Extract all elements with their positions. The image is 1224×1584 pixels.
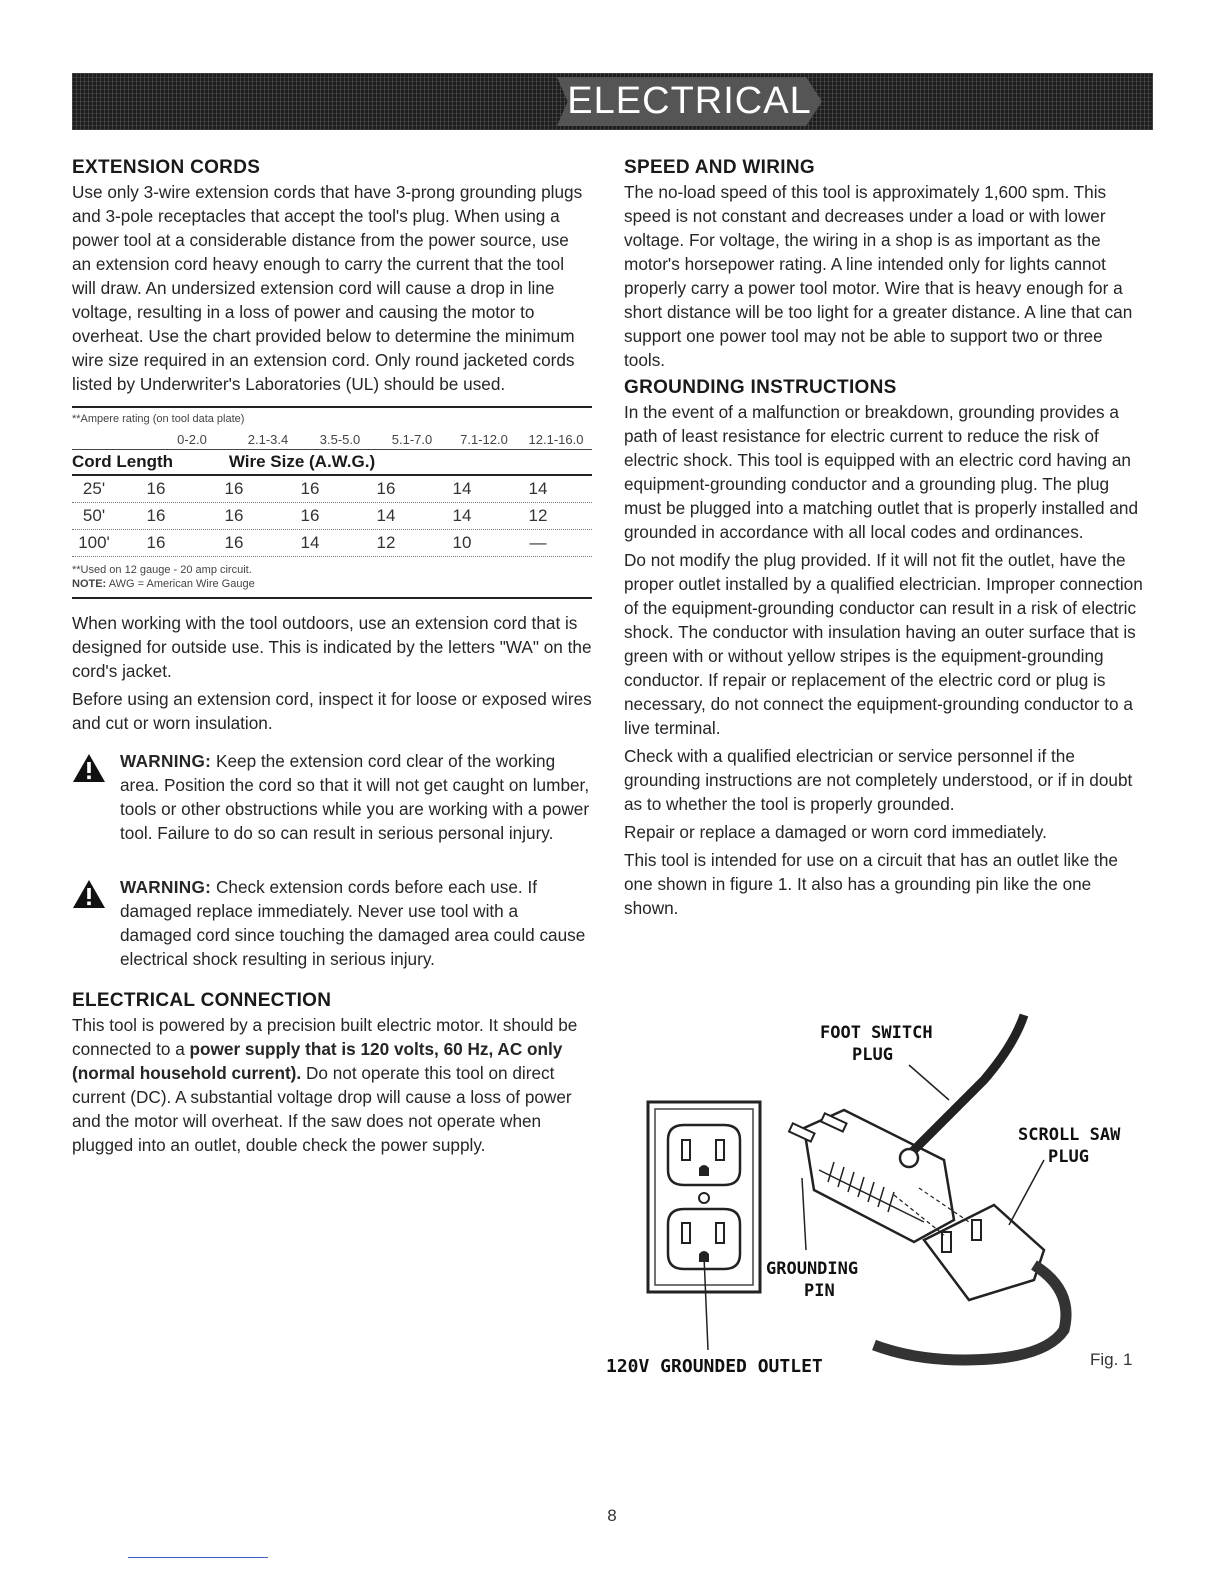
extension-cords-body: Use only 3-wire extension cords that have 3-prong grounding plugs and 3-pole receptacles that accept the tool's plug. When using a power tool at a considerable distance from the power source, use an extension cord heavy enough to carry the current that the tool will draw. An undersized extension cord will cause a drop in line voltage, resulting in a loss of power and causing the motor to overheat. Use the chart provided below to determine the minimum wire size required in an extension cord. Only round jacketed cords listed by Underwriter's Laboratories (UL) should be used. [72, 182, 583, 394]
grounding-heading: GROUNDING INSTRUCTIONS [624, 377, 897, 398]
inspect-paragraph: Before using an extension cord, inspect it for loose or exposed wires and cut or worn insulation. [72, 689, 592, 733]
banner-title: ELECTRICAL [567, 80, 812, 122]
amp-note: **Ampere rating (on tool data plate) [72, 413, 245, 425]
right-column [624, 156, 1144, 924]
wire-size-cell: 14 [376, 506, 396, 525]
wire-size-cell: 16 [146, 533, 166, 552]
wire-size-header: Wire Size (A.W.G.) [228, 452, 376, 471]
table-row [72, 476, 592, 503]
grounding-paragraph: In the event of a malfunction or breakdown, grounding provides a path of least resistance for electric current to reduce the risk of electric shock. This tool is equipped with an electric cord having an equipment-grounding conductor and a grounding plug. The plug must be plugged into a matching outlet that is properly installed and grounded in accordance with all local codes and ordinances. [624, 402, 1139, 542]
warning-block [72, 875, 592, 975]
wire-size-cell: 16 [300, 506, 320, 525]
wire-size-cell: 12 [376, 533, 396, 552]
note-text: AWG = American Wire Gauge [108, 578, 255, 590]
foot-switch-label: FOOT SWITCH [820, 1023, 933, 1043]
wire-size-cell: 16 [224, 479, 244, 498]
table-row [72, 503, 592, 530]
footer-rule [128, 1557, 268, 1558]
grounding-paragraph: Do not modify the plug provided. If it will not fit the outlet, have the proper outlet installed by a qualified electrician. Improper connection of the equipment-grounding conductor can result in a risk of electric shock. The conductor with insulation having an outer surface that is green with or without yellow stripes is the equipment-grounding conductor. If repair or replacement of the electric cord or plug is necessary, do not connect the equipment-grounding conductor to a live terminal. [624, 550, 1143, 738]
amp-range: 0-2.0 [177, 432, 207, 447]
amp-range: 7.1-12.0 [460, 432, 508, 447]
scroll-saw-label-2: PLUG [1048, 1147, 1089, 1167]
connection-text: This tool is powered by a precision built electric motor. It should be connected to a [72, 1015, 578, 1059]
awg-note [72, 577, 592, 591]
outlet-label: 120V GROUNDED OUTLET [606, 1356, 823, 1377]
speed-wiring-heading: SPEED AND WIRING [624, 157, 815, 178]
wire-size-cell: 16 [146, 506, 166, 525]
wire-size-cell: 12 [528, 506, 548, 525]
warning-label: WARNING: [120, 877, 212, 897]
left-column [72, 156, 592, 1161]
connection-text: Do not operate this tool on direct current (DC). A substantial voltage drop will cause a loss of power and the motor will overheat. If the saw does not operate when plugged into an outlet, double check the power supply. [72, 1063, 572, 1155]
wire-size-cell: 14 [452, 506, 472, 525]
wire-size-cell: 14 [300, 533, 320, 552]
foot-switch-label-2: PLUG [852, 1045, 893, 1065]
table-row [72, 530, 592, 557]
table-header [72, 449, 592, 476]
note-label: NOTE: [72, 578, 107, 590]
warning-icon [72, 749, 120, 849]
wire-size-cell: 16 [376, 479, 396, 498]
cord-length-cell: 100' [78, 533, 110, 552]
wire-size-cell: 14 [528, 479, 548, 498]
grounding-pin-label: GROUNDING [766, 1259, 859, 1279]
wire-size-cell: 16 [146, 479, 166, 498]
amp-range: 12.1-16.0 [528, 432, 584, 447]
section-banner [72, 73, 1153, 130]
warning-icon [72, 875, 120, 975]
wire-size-cell: 14 [452, 479, 472, 498]
amp-range-row [72, 432, 592, 447]
electrical-connection-heading: ELECTRICAL CONNECTION [72, 990, 332, 1011]
wire-size-cell: 16 [224, 506, 244, 525]
grounding-pin-label-2: PIN [804, 1281, 835, 1301]
figure-1 [606, 1010, 1144, 1390]
extension-cords-heading: EXTENSION CORDS [72, 157, 261, 178]
warning-text: Keep the extension cord clear of the working area. Position the cord so that it will not get caught on lumber, tools or other obstructions while you are working with a power tool. Failure to do so can result in serious personal injury. [120, 751, 590, 843]
outdoors-paragraph: When working with the tool outdoors, use an extension cord that is designed for outside use. This is indicated by the letters "WA" on the cord's jacket. [72, 613, 592, 681]
grounding-paragraph: Check with a qualified electrician or service personnel if the grounding instructions are not completely understood, or if in doubt as to whether the tool is properly grounded. [624, 746, 1133, 814]
cord-length-cell: 25' [82, 479, 106, 498]
wire-size-cell: — [529, 533, 547, 552]
wire-size-cell: 10 [452, 533, 472, 552]
amp-range: 5.1-7.0 [391, 432, 433, 447]
cord-length-cell: 50' [82, 506, 106, 525]
grounding-paragraph: Repair or replace a damaged or worn cord immediately. [624, 822, 1047, 842]
wire-size-table [72, 406, 592, 599]
speed-wiring-body: The no-load speed of this tool is approximately 1,600 spm. This speed is not constant and decreases under a load or with lower voltage. For voltage, the wiring in a shop is as important as the motor's horsepower rating. A line intended only for lights cannot properly carry a power tool motor. Wire that is heavy enough for a short distance will be too light for a greater distance. A line that can support one power tool may not be able to support two or three tools. [624, 182, 1133, 370]
electrical-connection-body [72, 1013, 592, 1157]
scroll-saw-label: SCROLL SAW [1018, 1125, 1121, 1145]
grounding-paragraph: This tool is intended for use on a circuit that has an outlet like the one shown in figure 1. It also has a grounding pin like the one shown. [624, 850, 1118, 918]
amp-range: 3.5-5.0 [319, 432, 361, 447]
warning-block [72, 749, 592, 849]
page-number: 8 [607, 1506, 617, 1525]
wire-size-cell: 16 [300, 479, 320, 498]
gauge-footnote: **Used on 12 gauge - 20 amp circuit. [72, 564, 252, 576]
amp-range: 2.1-3.4 [247, 432, 289, 447]
wire-size-cell: 16 [224, 533, 244, 552]
figure-caption: Fig. 1 [1090, 1350, 1133, 1369]
cord-length-header: Cord Length [72, 452, 174, 471]
warning-label: WARNING: [120, 751, 212, 771]
connection-bold: power supply that is 120 volts, 60 Hz, AC only (normal household current). [72, 1039, 563, 1083]
warning-text: Check extension cords before each use. If damaged replace immediately. Never use tool with a damaged cord since touching the damaged area could cause electrical shock resulting in serious injury. [120, 877, 586, 969]
outlet-plug-illustration [624, 1010, 1144, 1390]
